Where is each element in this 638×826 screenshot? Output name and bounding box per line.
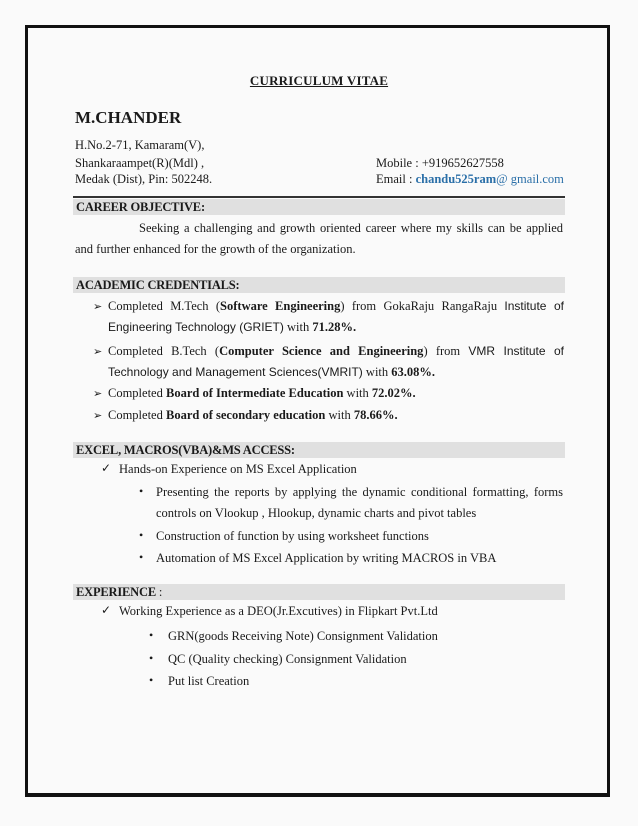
excel-sub-item-3: Automation of MS Excel Application by writing MACROS in VBA (156, 551, 497, 565)
board: Board of Intermediate Education (165, 386, 344, 400)
experience-sub-item-1: GRN(goods Receiving Note) Consignment Validation (168, 629, 438, 643)
arrow-bullet-icon: ➢ (93, 410, 103, 422)
bullet-icon: • (149, 628, 154, 642)
academic-item-btech (108, 341, 564, 383)
arrow-bullet-icon: ➢ (93, 301, 103, 313)
text: with (343, 386, 372, 400)
bullet-icon: • (149, 651, 154, 665)
document-title: CURRICULUM VITAE (249, 73, 389, 88)
section-heading-experience (73, 584, 565, 600)
academic-item-mtech (108, 296, 564, 338)
address-line-1: H.No.2-71, Kamaram(V), (75, 138, 205, 152)
text: with (362, 365, 392, 379)
bullet-icon: • (149, 673, 154, 687)
email (376, 172, 564, 187)
percentage: 72.02%. (371, 386, 416, 400)
heading-suffix: : (155, 585, 163, 599)
address-line-3: Medak (Dist), Pin: 502248. (75, 172, 213, 186)
career-objective-line-1: Seeking a challenging and growth oriented career where my skills can be applied (139, 221, 563, 235)
text: Presenting the reports by applying the dynamic conditional formatting, forms (156, 485, 563, 499)
text: Institute of (504, 299, 565, 313)
checkmark-icon: ✓ (101, 461, 112, 475)
text: with (283, 320, 313, 334)
academic-item-secondary (108, 405, 398, 426)
percentage: 78.66%. (353, 408, 398, 422)
experience-sub-item-3: Put list Creation (168, 674, 250, 688)
checkmark-icon: ✓ (101, 603, 112, 617)
arrow-bullet-icon: ➢ (93, 388, 103, 400)
heading-text: EXPERIENCE (76, 585, 156, 599)
board: Board of secondary education (165, 408, 326, 422)
institution: Engineering Technology (GRIET) (108, 320, 284, 334)
degree-field: Software Engineering (220, 299, 341, 313)
career-objective-line-2: and further enhanced for the growth of the organization. (75, 242, 356, 256)
excel-main-item: Hands-on Experience on MS Excel Application (119, 462, 357, 476)
text: Completed (108, 408, 166, 422)
text: controls on Vlookup , Hlookup, dynamic charts and pivot tables (156, 506, 477, 520)
text: VMR Institute of (468, 344, 564, 358)
institution: Technology and Management Sciences(VMRIT) (108, 365, 363, 379)
text: ) from (423, 344, 461, 358)
excel-sub-item-2: Construction of function by using worksheet functions (156, 529, 429, 543)
email-domain-link[interactable]: @ gmail.com (496, 172, 564, 186)
email-user-link[interactable]: chandu525ram (415, 172, 497, 186)
academic-item-intermediate (108, 383, 416, 404)
address-line-2: Shankaraampet(R)(Mdl) , (75, 156, 205, 170)
mobile (376, 156, 504, 171)
text: with (325, 408, 354, 422)
bullet-icon: • (139, 550, 144, 564)
section-heading-academic: ACADEMIC CREDENTIALS: (73, 277, 565, 293)
excel-sub-item-1 (156, 482, 563, 524)
percentage: 63.08%. (391, 365, 436, 379)
header-divider (73, 196, 565, 198)
email-label: Email : (376, 172, 413, 186)
mobile-value: +919652627558 (421, 156, 504, 170)
mobile-label: Mobile : (376, 156, 419, 170)
degree-field: Computer Science and Engineering (219, 344, 424, 358)
arrow-bullet-icon: ➢ (93, 346, 103, 358)
bullet-icon: • (139, 484, 144, 498)
text: Completed B.Tech ( (108, 344, 220, 358)
bullet-icon: • (139, 528, 144, 542)
percentage: 71.28%. (312, 320, 357, 334)
section-heading-excel: EXCEL, MACROS(VBA)&MS ACCESS: (73, 442, 565, 458)
text: Completed M.Tech ( (108, 299, 221, 313)
candidate-name: M.CHANDER (75, 108, 182, 127)
section-heading-career-objective: CAREER OBJECTIVE: (73, 199, 565, 215)
experience-sub-item-2: QC (Quality checking) Consignment Validation (168, 652, 407, 666)
experience-main-item: Working Experience as a DEO(Jr.Excutives) in Flipkart Pvt.Ltd (119, 604, 438, 618)
career-objective-text (75, 218, 563, 260)
text: ) from GokaRaju RangaRaju (340, 299, 498, 313)
text: Completed (108, 386, 166, 400)
